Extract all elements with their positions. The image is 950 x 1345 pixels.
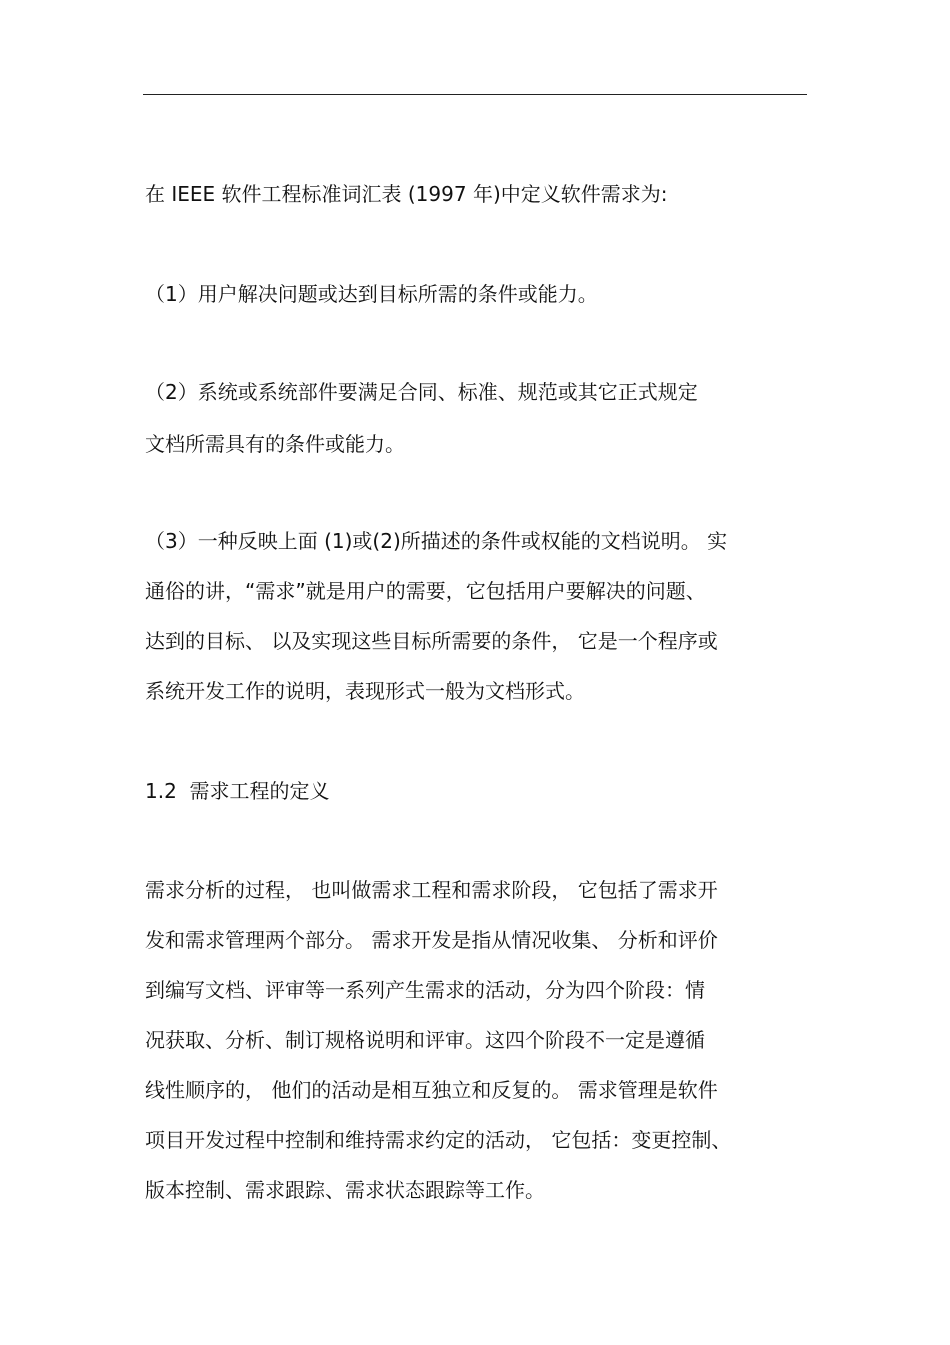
paragraph-2-line-1: 需求分析的过程， 也叫做需求工程和需求阶段， 它包括了需求开 xyxy=(145,878,718,902)
intro-text: 在 IEEE 软件工程标准词汇表 (1997 年)中定义软件需求为: xyxy=(145,182,668,206)
definition-item-1: （1）用户解决问题或达到目标所需的条件或能力。 xyxy=(145,282,598,306)
header-rule xyxy=(143,94,807,95)
section-heading: 1.2 需求工程的定义 xyxy=(145,779,330,803)
paragraph-2-line-4: 况获取、分析、制订规格说明和评审。这四个阶段不一定是遵循 xyxy=(145,1028,705,1052)
paragraph-2-line-5: 线性顺序的， 他们的活动是相互独立和反复的。 需求管理是软件 xyxy=(145,1078,718,1102)
paragraph-1-line-2: 达到的目标、 以及实现这些目标所需要的条件， 它是一个程序或 xyxy=(145,629,718,653)
paragraph-2-line-2: 发和需求管理两个部分。 需求开发是指从情况收集、 分析和评价 xyxy=(145,928,718,952)
definition-item-2-line-2: 文档所需具有的条件或能力。 xyxy=(145,432,405,456)
definition-item-2-line-1: （2）系统或系统部件要满足合同、标准、规范或其它正式规定 xyxy=(145,380,698,404)
paragraph-2-line-7: 版本控制、需求跟踪、需求状态跟踪等工作。 xyxy=(145,1178,545,1202)
paragraph-2-line-6: 项目开发过程中控制和维持需求约定的活动， 它包括：变更控制、 xyxy=(145,1128,732,1152)
paragraph-2-line-3: 到编写文档、评审等一系列产生需求的活动，分为四个阶段：情 xyxy=(145,978,705,1002)
paragraph-1-line-1: 通俗的讲，“需求”就是用户的需要，它包括用户要解决的问题、 xyxy=(145,579,706,603)
paragraph-1-line-3: 系统开发工作的说明，表现形式一般为文档形式。 xyxy=(145,679,585,703)
definition-item-3: （3）一种反映上面 (1)或(2)所描述的条件或权能的文档说明。 实 xyxy=(145,529,728,553)
